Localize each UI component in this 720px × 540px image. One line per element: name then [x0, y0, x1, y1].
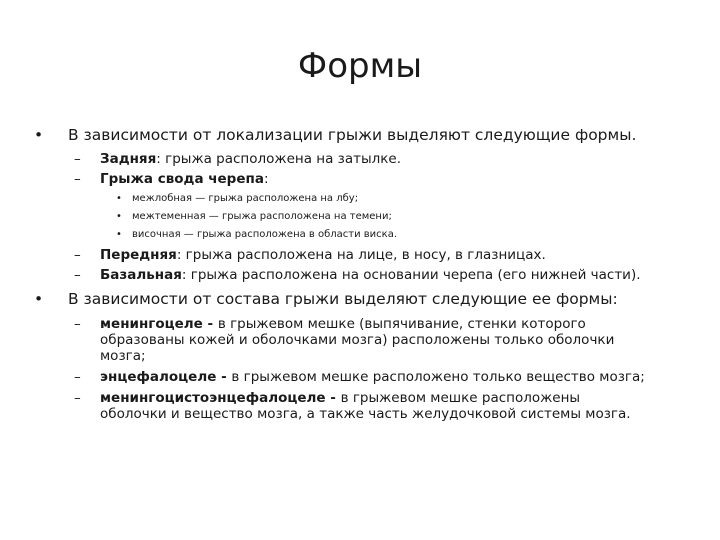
- item-term: Базальная: [100, 267, 182, 283]
- item-perednyaya: [34, 247, 694, 263]
- dash-icon: –: [74, 171, 81, 187]
- dash-icon: –: [74, 151, 81, 167]
- item-zadnyaya: [34, 151, 694, 167]
- dash-icon: –: [74, 267, 81, 283]
- subitem-text: межлобная — грыжа расположена на лбу;: [132, 193, 359, 204]
- bullet-composition: [34, 290, 694, 309]
- item-text-line2: образованы кожей и оболочками мозга) расположены только оболочки: [100, 332, 615, 348]
- item-text-line1: в грыжевом мешке расположены: [340, 390, 581, 406]
- item-meningocele: [34, 316, 694, 364]
- bullet-text: В зависимости от состава грыжи выделяют следующие ее формы:: [68, 290, 618, 308]
- item-term: менингоцистоэнцефалоцеле -: [100, 390, 341, 406]
- sub-bullet-icon: •: [116, 211, 122, 222]
- item-bazalnaya: [34, 267, 694, 283]
- item-svod: [34, 171, 694, 187]
- item-text: : грыжа расположена на лице, в носу, в глазницах.: [176, 247, 546, 263]
- item-term: менингоцеле -: [100, 316, 218, 332]
- sub-bullet-icon: •: [116, 193, 122, 204]
- dash-icon: –: [74, 390, 81, 406]
- item-term: энцефалоцеле -: [100, 369, 232, 385]
- sub-bullet-icon: •: [116, 229, 122, 240]
- item-term: Задняя: [100, 151, 157, 167]
- bullet-icon: •: [34, 126, 44, 144]
- item-term: Грыжа свода черепа: [100, 171, 264, 187]
- bullet-icon: •: [34, 290, 44, 308]
- subitem-visochnaya: [34, 228, 694, 242]
- slide-content: [34, 126, 694, 422]
- item-encephalocele: [34, 369, 694, 385]
- dash-icon: –: [74, 247, 81, 263]
- item-text: :: [263, 171, 269, 187]
- subitem-text: межтеменная — грыжа расположена на темени;: [132, 211, 392, 222]
- dash-icon: –: [74, 369, 81, 385]
- item-text-line1: в грыжевом мешке (выпячивание, стенки которого: [217, 316, 586, 332]
- item-term: Передняя: [100, 247, 177, 263]
- subitem-text: височная — грыжа расположена в области виска.: [132, 229, 398, 240]
- slide-title: Формы: [297, 46, 423, 86]
- dash-icon: –: [74, 316, 81, 332]
- item-text-line3: мозга;: [100, 348, 146, 364]
- item-text-line1: в грыжевом мешке расположено только вещество мозга;: [231, 369, 645, 385]
- bullet-localization: [34, 126, 694, 145]
- subitem-mezhtemennaya: [34, 210, 694, 224]
- item-text-line2: оболочки и вещество мозга, а также часть желудочковой системы мозга.: [100, 406, 631, 422]
- subitem-mezhlobnaya: [34, 192, 694, 206]
- item-text: : грыжа расположена на затылке.: [156, 151, 402, 167]
- item-meningocystoencephalocele: [34, 390, 694, 422]
- bullet-text: В зависимости от локализации грыжи выделяют следующие формы.: [68, 126, 637, 144]
- item-text: : грыжа расположена на основании черепа (его нижней части).: [181, 267, 641, 283]
